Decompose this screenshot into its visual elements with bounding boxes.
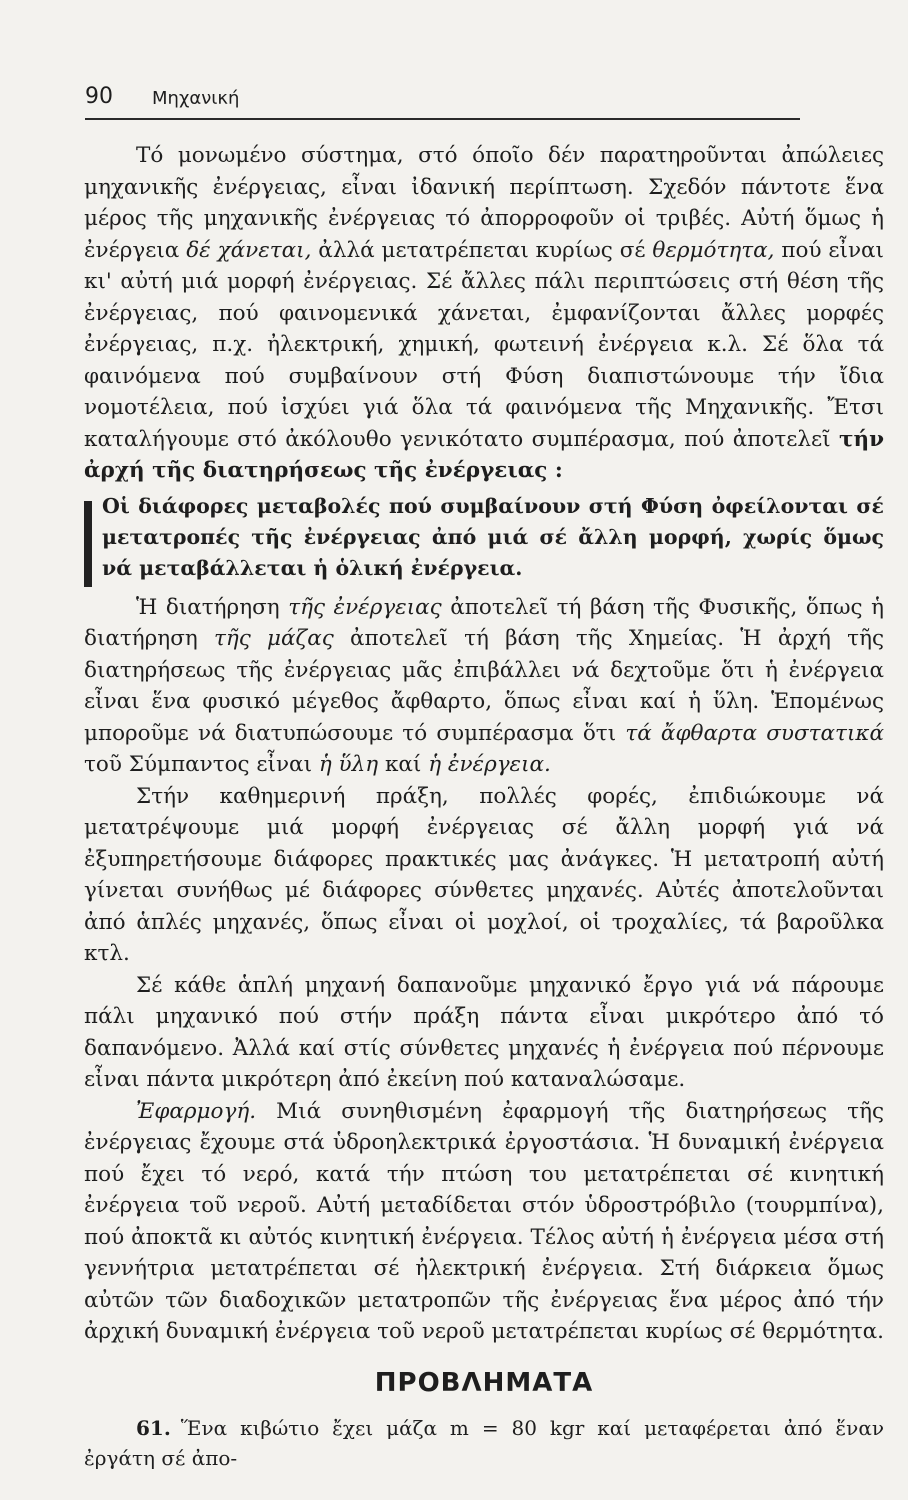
paragraph-application — [84, 1096, 884, 1348]
problem-number: 61. — [136, 1416, 171, 1440]
paragraph-conservation — [84, 592, 884, 781]
text-span: ἀποτελεῖ τή βάση τῆς Χημείας. Ἡ ἀρχή τῆς διατηρήσεως τῆς ἐνέργειας μᾶς ἐπιβάλλει νά δεχτοῦμε ὅτι ἡ ἐνέργεια εἶναι ἕνα φυσικό μέγεθος ἄφθαρτο, ὅπως εἶναι καί ἡ ὕλη. Ἑπομένως μποροῦμε νά διατυπώσουμε τό συμπέρασμα ὅτι — [84, 626, 885, 746]
italic-span: Ἐφαρμογή. — [136, 1098, 257, 1124]
text-span: Ἡ διατήρηση — [136, 594, 289, 620]
margin-bar — [84, 501, 92, 587]
italic-span: τά ἄφθαρτα συστατικά — [625, 720, 884, 746]
italic-span: ἡ ὕλη — [318, 752, 379, 777]
text-span: ἀλλά μετατρέπεται κυρίως σέ — [311, 237, 653, 263]
running-title: Μηχανική — [152, 88, 240, 109]
conservation-principle-box — [84, 491, 884, 584]
page-header — [85, 84, 800, 122]
text-span: καί — [378, 752, 429, 777]
text-span: Μιά συνηθισμένη ἐφαρμογή τῆς διατηρήσεως τῆς ἐνέργειας ἔχουμε στά ὑδροηλεκτρικά ἐργοστάσια. Ἡ δυναμική ἐνέργεια πού ἔχει τό νερό, κατά τήν πτώση του μετατρέπεται σέ κινητική ἐνέργεια τοῦ νεροῦ. Αὐτή μεταδίδεται στόν ὑδροστρόβιλο (τουρμπίνα), πού ἀποκτᾶ κι αὐτός κινητική ἐνέργεια. Τέλος αὐτή ἡ ἐνέργεια μέσα στή γεννήτρια μετατρέπεται σέ ἠλεκτρική ἐνέργεια. Στή διάρκεια ὅμως αὐτῶν τῶν διαδοχικῶν μετατροπῶν τῆς ἐνέργειας ἕνα μέρος ἀπό τήν ἀρχική δυναμική ἐνέργεια τοῦ νεροῦ μετατρέπεται κυρίως σέ θερμότητα. — [84, 1098, 884, 1344]
italic-span: τῆς ἐνέργειας — [288, 594, 442, 620]
text-span: τοῦ Σύμπαντος εἶναι — [84, 752, 319, 777]
italic-span: τῆς μάζας — [214, 626, 334, 651]
text-span: ἀποτελεῖ τή βάση τῆς Φυσικῆς, ὅπως ἡ διατήρηση — [84, 594, 885, 651]
italic-span: δέ χάνεται, — [186, 237, 312, 263]
principle-statement: Οἱ διάφορες μεταβολές πού συμβαίνουν στή Φύση ὀφείλονται σέ μετατροπές τῆς ἐνέργειας ἀπό μιά σέ ἄλλη μορφή, χωρίς ὅμως νά μεταβάλλεται ἡ ὁλική ἐνέργεια. — [102, 493, 884, 580]
problem-item — [84, 1413, 884, 1473]
paragraph-machines: Στήν καθημερινή πράξη, πολλές φορές, ἐπιδιώκουμε νά μετατρέψουμε μιά μορφή ἐνέργειας σέ ἄλλη μορφή γιά νά ἐξυπηρετήσουμε διάφορες πρακτικές μας ἀνάγκες. Ἡ μετατροπή αὐτή γίνεται συνήθως μέ διάφορες σύνθετες μηχανές. Αὐτές ἀποτελοῦνται ἀπό ἁπλές μηχανές, ὅπως εἶναι οἱ μοχλοί, οἱ τροχαλίες, τά βαροῦλκα κτλ. — [84, 783, 884, 966]
italic-span: θερμότητα, — [652, 237, 775, 263]
problem-text: Ἕνα κιβώτιο ἔχει μάζα m = 80 kgr καί μεταφέρεται ἀπό ἕναν ἐργάτη σέ ἀπο- — [84, 1416, 884, 1470]
page-body — [84, 140, 884, 1473]
problems-heading: ΠΡΟΒΛΗΜΑΤΑ — [374, 1367, 594, 1398]
paragraph-simple-machines: Σέ κάθε ἁπλή μηχανή δαπανοῦμε μηχανικό ἔργο γιά νά πάρουμε πάλι μηχανικό πού στήν πράξη πάντα εἶναι μικρότερο ἀπό τό δαπανόμενο. Ἀλλά καί στίς σύνθετες μηχανές ἡ ἐνέργεια πού πέρνουμε εἶναι πάντα μικρότερη ἀπό ἐκείνη πού καταναλώσαμε. — [84, 972, 884, 1092]
text-span: Τό μονωμένο σύστημα, στό όποῖο δέν παρατηροῦνται ἀπώλειες μηχανικῆς ἐνέργειας, εἶναι ἰδανική περίπτωση. Σχεδόν πάντοτε ἕνα μέρος τῆς μηχανικῆς ἐνέργειας τό ἀπορροφοῦν οἱ τριβές. Αὐτή ὅμως ἡ ἐνέργεια — [84, 143, 884, 263]
page-number: 90 — [85, 84, 113, 109]
paragraph-isolated-system — [84, 140, 884, 487]
text-span: πού εἶναι κι' αὐτή μιά μορφή ἐνέργειας. Σέ ἄλλες πάλι περιπτώσεις στή θέση τῆς ἐνέργειας, πού φαινομενικά χάνεται, ἐμφανίζονται ἄλλες μορφές ἐνέργειας, π.χ. ἠλεκτρική, χημική, φωτεινή ἐνέργεια κ.λ. Σέ ὅλα τά φαινόμενα πού συμβαίνουν στή Φύση διαπιστώνουμε τήν ἴδια νομοτέλεια, πού ἰσχύει γιά ὅλα τά φαινόμενα τῆς Μηχανικῆς. Ἔτσι καταλήγουμε στό ἀκόλουθο γενικότατο συμπέρασμα, πού ἀποτελεῖ — [84, 237, 884, 452]
italic-span: ἡ ἐνέργεια. — [428, 752, 551, 777]
header-rule — [85, 118, 800, 120]
bold-span: τήν ἀρχή τῆς διατηρήσεως τῆς ἐνέργειας : — [84, 426, 884, 483]
